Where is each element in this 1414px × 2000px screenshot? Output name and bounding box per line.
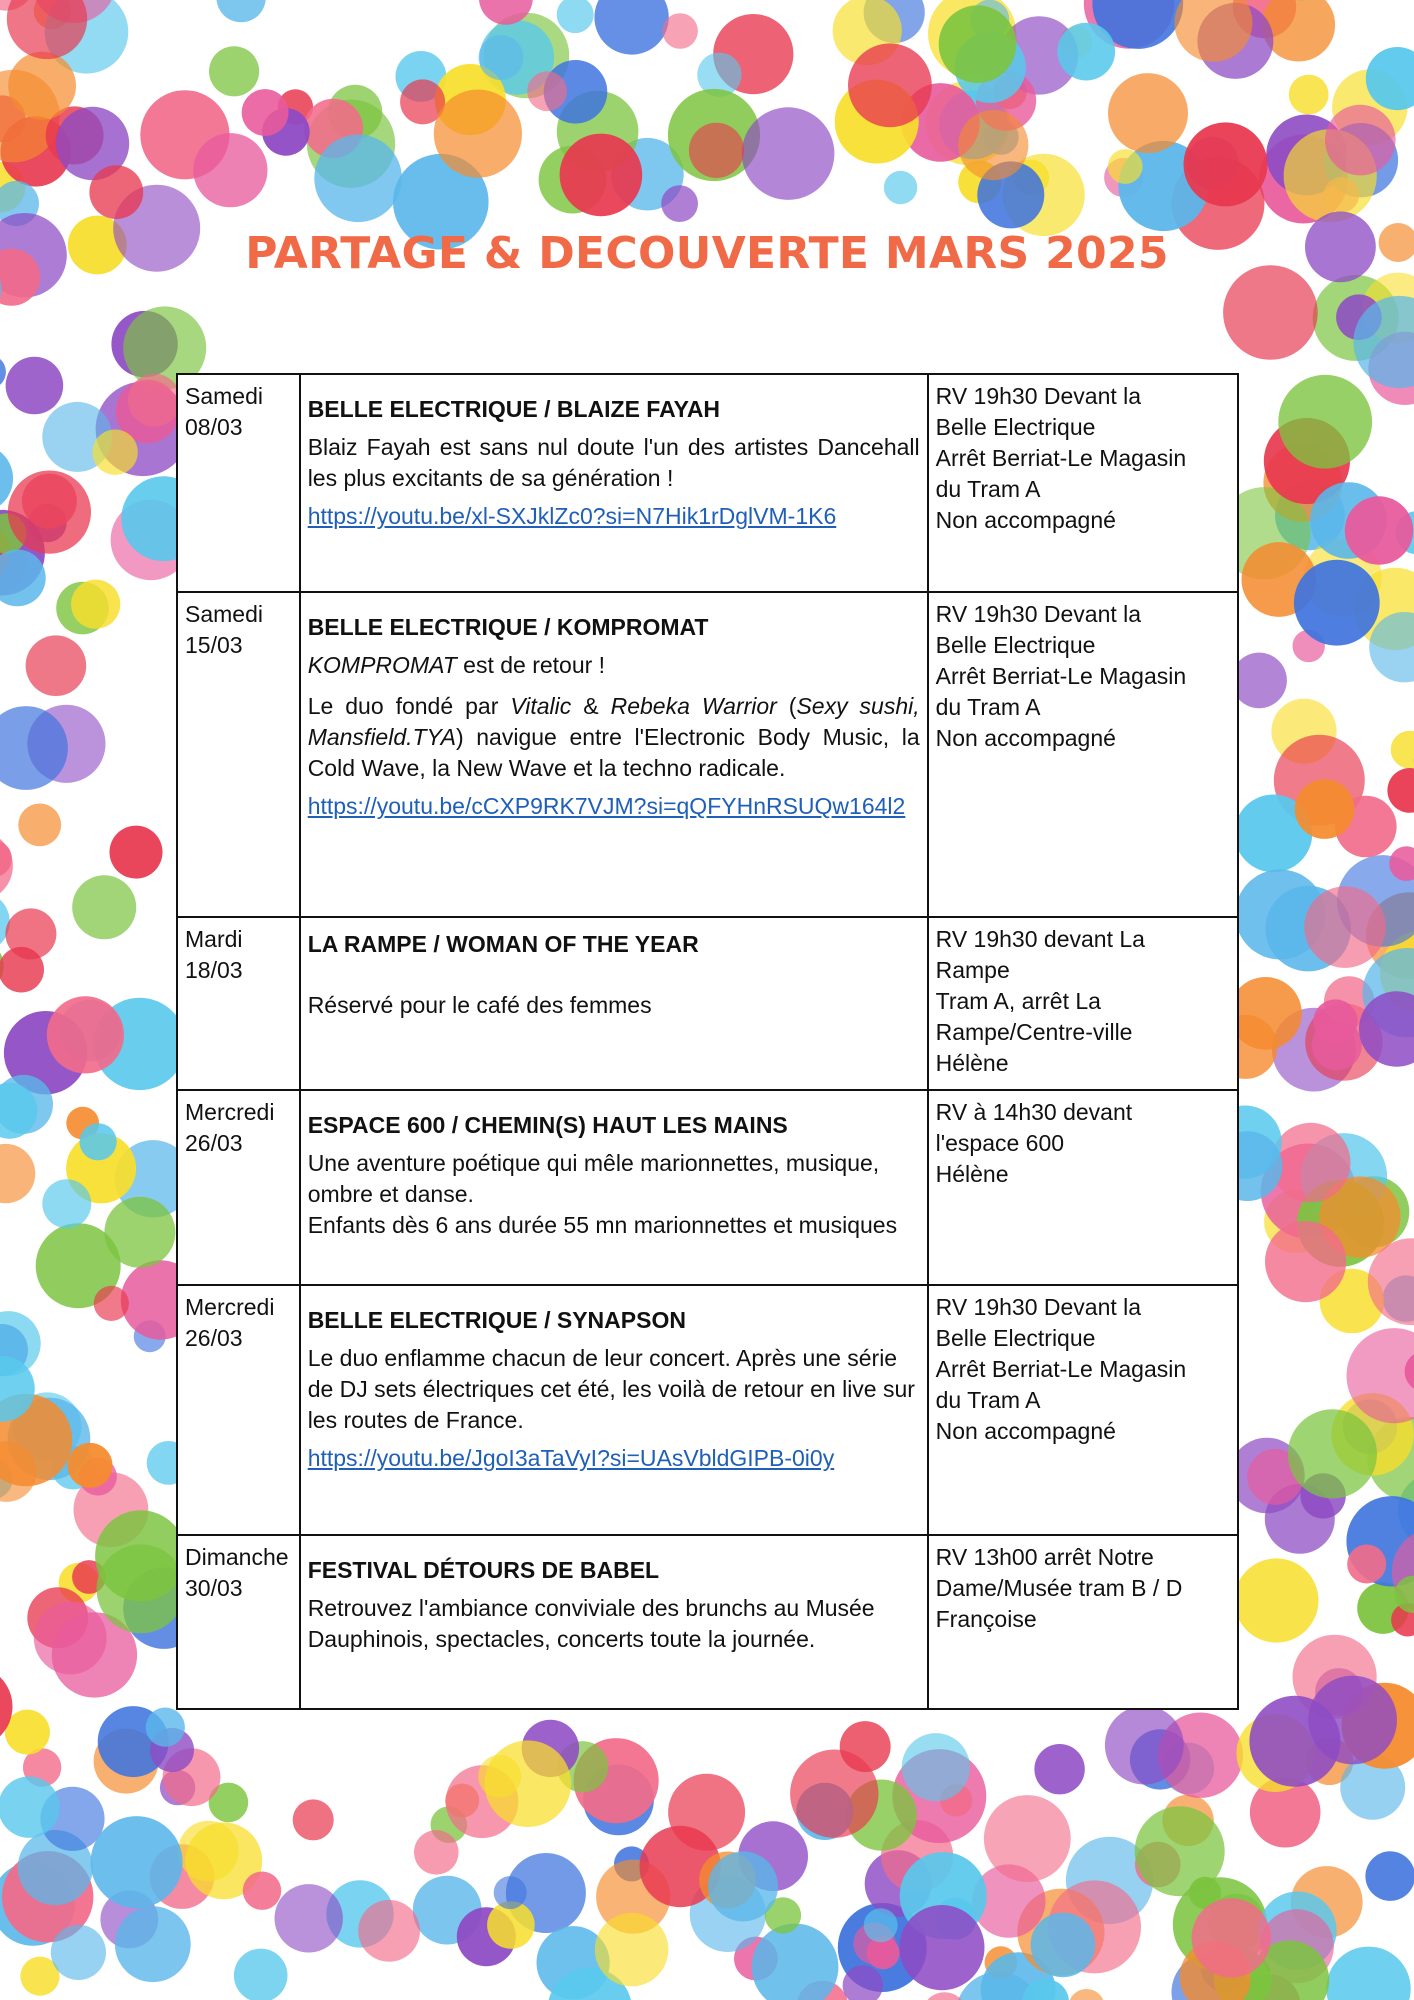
confetti-dot [790,1750,878,1838]
event-description [300,1090,928,1285]
confetti-dot [94,1286,129,1321]
confetti-dot [91,1816,183,1908]
confetti-dot [110,826,163,879]
confetti-dot [1192,1898,1271,1977]
confetti-dot [1231,653,1287,709]
meeting-info: RV 19h30 Devant la Belle Electrique Arrêt Berriat-Le Magasin du Tram A Non accompagné [928,374,1238,592]
confetti-dot [216,0,265,22]
confetti-dot [848,43,932,127]
confetti-dot [0,355,6,389]
event-description [300,917,928,1090]
confetti-dot [485,1740,572,1827]
confetti-dot [1229,977,1302,1050]
confetti-dot [178,1821,239,1882]
confetti-dot [89,165,143,219]
meeting-info: RV 19h30 devant La Rampe Tram A, arrêt La Rampe/Centre-ville Hélène [928,917,1238,1090]
confetti-dot [1249,1696,1340,1787]
confetti-dot [1391,731,1414,769]
event-title: ESPACE 600 / CHEMIN(S) HAUT LES MAINS [307,1112,788,1138]
confetti-dot [1347,1545,1386,1584]
event-title: FESTIVAL DÉTOURS DE BABEL [307,1557,660,1583]
confetti-dot [527,71,567,111]
confetti-dot [1387,768,1414,813]
confetti-dot [42,1179,91,1228]
event-date: Mardi 18/03 [177,917,300,1090]
confetti-dot [1057,23,1115,81]
confetti-dot [902,1733,970,1801]
meeting-info: RV 19h30 Devant la Belle Electrique Arrêt Berriat-Le Magasin du Tram A Non accompagné [928,592,1238,917]
event-text: Le duo fondé par Vitalic & Rebeka Warrior (Sexy sushi, Mansfield.TYA) navigue entre l'Electronic Body Music, la Cold Wave, la New Wave et la techno radicale. [307,693,920,781]
confetti-dot [0,1144,35,1203]
confetti-dot [68,1443,113,1488]
event-text: Retrouvez l'ambiance conviviale des brunchs au Musée Dauphinois, spectacles, concerts toute la journée. [307,1595,875,1652]
confetti-dot [95,1510,186,1601]
confetti-dot [1278,375,1372,469]
event-date: Mercredi 26/03 [177,1285,300,1535]
confetti-dot [661,185,698,222]
confetti-dot [708,1851,778,1921]
event-title: LA RAMPE / WOMAN OF THE YEAR [307,931,699,957]
confetti-dot [479,35,524,80]
confetti-dot [80,1123,117,1160]
confetti-dot [557,0,594,33]
confetti-dot [1262,0,1335,61]
confetti-dot [1031,1913,1096,1978]
confetti-dot [1223,265,1318,360]
event-text: KOMPROMAT est de retour ! [307,652,606,678]
confetti-dot [899,1905,984,1990]
event-date: Samedi 15/03 [177,592,300,917]
confetti-dot [1271,1123,1351,1203]
event-date: Samedi 08/03 [177,374,300,592]
event-row [177,374,1238,592]
event-title: BELLE ELECTRIQUE / BLAIZE FAYAH [307,396,721,422]
meeting-info: RV 19h30 Devant la Belle Electrique Arrêt Berriat-Le Magasin du Tram A Non accompagné [928,1285,1238,1535]
event-row [177,1535,1238,1709]
confetti-dot [1295,779,1355,839]
confetti-dot [1289,75,1329,115]
page-title: PARTAGE & DECOUVERTE MARS 2025 [245,228,1169,279]
confetti-dot [864,1908,898,1942]
meeting-info: RV 13h00 arrêt Notre Dame/Musée tram B / D Françoise [928,1535,1238,1709]
event-text: Réservé pour le café des femmes [307,992,652,1018]
confetti-dot [6,357,64,415]
event-row [177,1090,1238,1285]
event-description [300,374,928,592]
confetti-dot [1294,560,1380,646]
confetti-dot [358,1900,420,1962]
event-date: Dimanche 30/03 [177,1535,300,1709]
confetti-dot [314,135,402,223]
confetti-dot [243,1872,281,1910]
confetti-dot [560,134,643,217]
event-description [300,1535,928,1709]
confetti-dot [884,171,917,204]
confetti-dot [494,1876,527,1909]
youtube-link[interactable]: https://youtu.be/cCXP9RK7VJM?si=qQFYHnRSUQw164l2 [307,793,906,819]
confetti-dot [47,996,124,1073]
event-description [300,1285,928,1535]
confetti-dot [1325,105,1396,176]
confetti-dot [689,123,744,178]
confetti-dot [5,1710,50,1755]
confetti-dot [1234,1558,1318,1642]
event-text: Enfants dès 6 ans durée 55 mn marionnettes et musiques [307,1212,898,1238]
event-text: Une aventure poétique qui mêle marionnettes, musique, ombre et danse. [307,1150,880,1207]
youtube-link[interactable]: https://youtu.be/JgoI3aTaVyI?si=UAsVbldGIPB-0i0y [307,1445,835,1471]
confetti-dot [51,1925,106,1980]
confetti-dot [209,46,259,96]
confetti-dot [128,374,181,427]
confetti-dot [8,52,76,120]
confetti-dot [594,0,668,55]
confetti-dot [275,1884,343,1952]
confetti-dot [242,89,289,136]
confetti-dot [1365,1851,1414,1901]
confetti-dot [5,908,56,959]
event-description [300,592,928,917]
confetti-dot [1108,149,1143,184]
confetti-dot [72,875,136,939]
confetti-dot [1304,886,1386,968]
confetti-dot [1068,1989,1105,2000]
confetti-dot [104,1197,175,1268]
confetti-dot [293,1799,334,1840]
confetti-dot [234,1949,288,2000]
confetti-dot [595,1913,669,1987]
confetti-dot [742,107,835,200]
meeting-info: RV à 14h30 devant l'espace 600 Hélène [928,1090,1238,1285]
youtube-link[interactable]: https://youtu.be/xl-SXJklZc0?si=N7Hik1rDglVM-1K6 [307,503,837,529]
confetti-dot [1135,1806,1225,1896]
confetti-dot [662,13,698,49]
confetti-dot [1313,999,1357,1043]
confetti-dot [1108,73,1188,153]
confetti-dot [146,1708,185,1747]
event-title: BELLE ELECTRIQUE / SYNAPSON [307,1307,686,1333]
confetti-dot [115,1906,191,1982]
confetti-dot [0,1776,60,1837]
event-row [177,917,1238,1090]
confetti-dot [34,1602,107,1675]
confetti-dot [752,1924,839,2000]
event-text: Le duo enflamme chacun de leur concert. Après une série de DJ sets électriques cet été, les voilà de retour en live sur les routes de France. [307,1345,915,1433]
event-schedule-table [176,373,1239,1710]
confetti-dot [8,470,91,553]
confetti-dot [984,1795,1071,1882]
event-row [177,592,1238,917]
confetti-dot [1326,1947,1410,2000]
confetti-dot [1345,496,1413,564]
event-row [177,1285,1238,1535]
confetti-dot [434,90,522,178]
confetti-dot [26,635,87,696]
confetti-dot [1265,1221,1346,1302]
event-text: Blaiz Fayah est sans nul doute l'un des artistes Dancehall les plus excitants de sa génération ! [307,434,920,491]
confetti-dot [958,110,1028,180]
confetti-dot [1184,122,1268,206]
confetti-dot [193,133,267,207]
confetti-dot [1288,1409,1377,1498]
confetti-dot [1034,1744,1084,1794]
event-title: BELLE ELECTRIQUE / KOMPROMAT [307,614,709,640]
event-date: Mercredi 26/03 [177,1090,300,1285]
confetti-dot [939,5,1017,83]
confetti-dot [414,1830,459,1875]
confetti-dot [1105,1706,1184,1785]
confetti-dot [71,580,120,629]
confetti-dot [18,804,61,847]
confetti-dot [92,430,137,475]
